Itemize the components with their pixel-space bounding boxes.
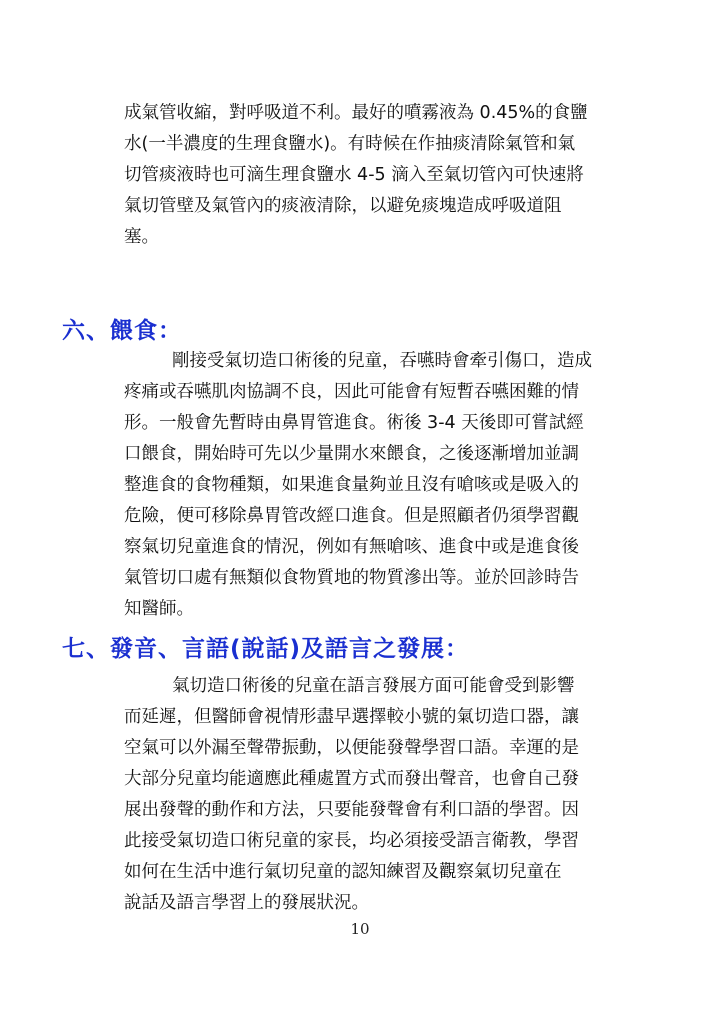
text-line: 而延遲，但醫師會視情形盡早選擇較小號的氣切造口器，讓 — [124, 707, 579, 727]
text-line: 空氣可以外漏至聲帶振動，以便能發聲學習口語。幸運的是 — [124, 738, 579, 758]
text-line: 危險，便可移除鼻胃管改經口進食。但是照顧者仍須學習觀 — [124, 506, 579, 526]
section-6-heading: 六、餵食： — [62, 318, 182, 344]
continuation-paragraph — [124, 98, 664, 253]
section-7-heading: 七、發音、言語(說話)及語言之發展： — [62, 636, 470, 662]
text-line: 形。一般會先暫時由鼻胃管進食。術後 3-4 天後即可嘗試經 — [124, 413, 584, 433]
text-line: 說話及語言學習上的發展狀況。 — [124, 893, 369, 913]
text-line: 口餵食，開始時可先以少量開水來餵食，之後逐漸增加並調 — [124, 444, 579, 464]
text-line: 塞。 — [124, 227, 159, 247]
text-line: 此接受氣切造口術兒童的家長，均必須接受語言衛教，學習 — [124, 831, 579, 851]
text-line: 水(一半濃度的生理食鹽水)。有時候在作抽痰清除氣管和氣 — [124, 134, 576, 154]
text-line: 展出發聲的動作和方法，只要能發聲會有利口語的學習。因 — [124, 800, 579, 820]
text-line: 知醫師。 — [124, 599, 194, 619]
text-line: 切管痰液時也可滴生理食鹽水 4-5 滴入至氣切管內可快速將 — [124, 165, 584, 185]
page-number: 10 — [350, 920, 370, 938]
text-line: 疼痛或吞嚥肌肉協調不良，因此可能會有短暫吞嚥困難的情 — [124, 382, 579, 402]
text-line: 氣切管壁及氣管內的痰液清除，以避免痰塊造成呼吸道阻 — [124, 196, 562, 216]
text-line: 氣切造口術後的兒童在語言發展方面可能會受到影響 — [172, 676, 575, 696]
section-6-paragraph — [124, 346, 664, 625]
text-line: 成氣管收縮，對呼吸道不利。最好的噴霧液為 0.45%的食鹽 — [124, 103, 588, 123]
text-line: 察氣切兒童進食的情況，例如有無嗆咳、進食中或是進食後 — [124, 537, 579, 557]
text-line: 剛接受氣切造口術後的兒童，吞嚥時會牽引傷口，造成 — [172, 351, 592, 371]
section-7-paragraph — [124, 671, 664, 919]
text-line: 大部分兒童均能適應此種處置方式而發出聲音，也會自己發 — [124, 769, 579, 789]
text-line: 如何在生活中進行氣切兒童的認知練習及觀察氣切兒童在 — [124, 862, 562, 882]
text-line: 整進食的食物種類，如果進食量夠並且沒有嗆咳或是吸入的 — [124, 475, 579, 495]
text-line: 氣管切口處有無類似食物質地的物質滲出等。並於回診時告 — [124, 568, 579, 588]
